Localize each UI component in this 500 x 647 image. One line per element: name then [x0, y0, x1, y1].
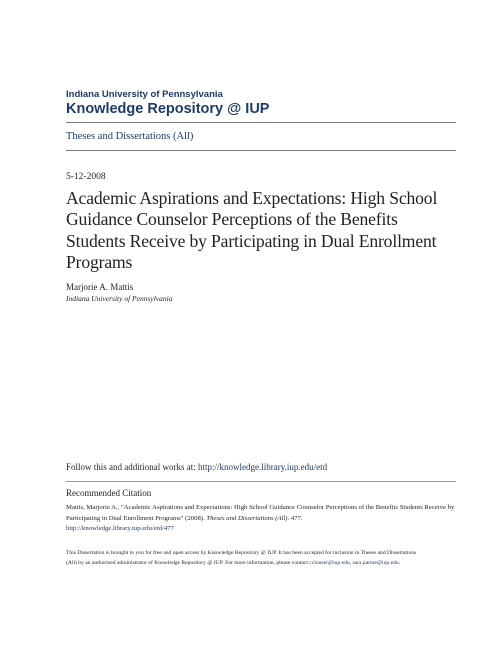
access-text: This Dissertation is brought to you for free and open access by Knowledge Repository @ IUP. It has been accepted for inclusion in Theses and Dissertations (All) by an authorized administrator of Knowledge Repository @ IUP. For more information, please contact	[66, 550, 417, 566]
series-link[interactable]: Theses and Dissertations (All)	[66, 131, 194, 142]
repository-header	[66, 89, 456, 118]
follow-link[interactable]: http://knowledge.library.iup.edu/etd	[198, 462, 328, 472]
document-title: Academic Aspirations and Expectations: High School Guidance Counselor Perceptions of the Benefits Students Receive by Participating in Dual Enrollment Programs	[66, 188, 438, 273]
citation-journal: Theses and Dissertations (All)	[206, 514, 288, 522]
author-affiliation: Indiana University of Pennsylvania	[66, 294, 173, 303]
publication-date: 5-12-2008	[66, 172, 106, 182]
contact-email-2[interactable]: sara.parme@iup.edu	[352, 560, 399, 566]
citation-text	[66, 503, 466, 535]
citation-body: Mattis, Marjorie A., "Academic Aspirations and Expectations: High School Guidance Counselor Perceptions of the Benefits Students Receive by Participating in Dual Enrollment Programs" (2008).	[66, 504, 455, 522]
header-divider	[66, 122, 456, 123]
access-end: .	[398, 560, 401, 566]
citation-link[interactable]: http://knowledge.library.iup.edu/etd/477	[66, 525, 174, 532]
citation-heading: Recommended Citation	[66, 488, 152, 498]
access-statement	[66, 548, 426, 568]
citation-number: . 477.	[287, 514, 303, 522]
contact-email-1[interactable]: cclouser@iup.edu	[309, 560, 350, 566]
citation-divider	[66, 481, 456, 482]
repository-name[interactable]: Knowledge Repository @ IUP	[66, 101, 270, 117]
email-separator: ,	[349, 560, 353, 566]
series-divider	[66, 150, 456, 151]
institution-name: Indiana University of Pennsylvania	[66, 89, 223, 100]
follow-line	[66, 462, 327, 472]
follow-text: Follow this and additional works at:	[66, 462, 198, 472]
author-name[interactable]: Marjorie A. Mattis	[66, 282, 134, 292]
